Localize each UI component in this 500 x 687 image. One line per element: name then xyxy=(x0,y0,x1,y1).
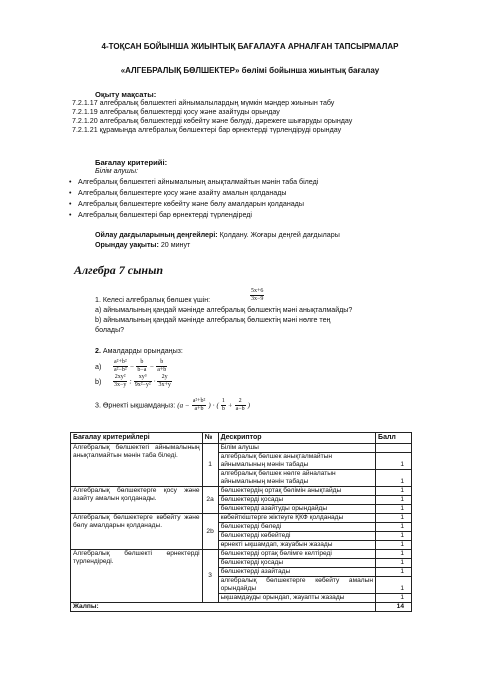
fraction-numerator: a²+b² xyxy=(192,398,206,404)
fraction-numerator: 2 xyxy=(235,398,246,406)
objective-item: 7.2.1.20 алгебралық бөлшектерді көбейту және бөлуді, дәрежеге шығаруды орындау xyxy=(72,117,353,125)
score-cell: 1 xyxy=(376,559,412,568)
fraction-denominator: 3x−y xyxy=(113,382,127,388)
descriptor-cell: бөлшектерді қосады xyxy=(218,559,375,568)
operator: − xyxy=(129,362,135,371)
fraction-numerator: b xyxy=(156,359,167,367)
criteria-item: • Алгебралық бөлшектегі айнымалының анықталмайтын мәнін таба біледі xyxy=(78,178,318,186)
table-total-row xyxy=(71,603,412,612)
header-criteria: Бағалау критерийлері xyxy=(71,433,203,444)
header-score: Балл xyxy=(376,433,412,444)
table-row xyxy=(71,550,412,559)
score-cell: 1 xyxy=(376,532,412,541)
fraction-numerator: 2xy² xyxy=(114,374,126,380)
score-cell: 1 xyxy=(376,470,412,487)
criteria-sublabel: Білім алушы: xyxy=(95,167,139,175)
objective-item: 7.2.1.17 алгебралық бөлшектегі айнымалылардың мүмкін мәндер жиынын табу xyxy=(72,99,335,107)
time-value: 20 минут xyxy=(158,241,191,249)
score-cell: 1 xyxy=(376,496,412,505)
fraction-numerator: a²+b² xyxy=(113,359,127,365)
operator: : xyxy=(129,377,132,386)
descriptor-cell: бөлшектердің ортақ бөлімін анықтайды xyxy=(218,487,375,496)
table-row xyxy=(71,514,412,523)
page-subtitle: «АЛГЕБРАЛЫҚ БӨЛШЕКТЕР» бөлімі бойынша жиынтық бағалау xyxy=(120,66,380,75)
task1-part-b: b) айнымалының қандай мәнінде алгебралық бөлшектің мәні нөлге тең xyxy=(95,316,331,324)
expression-part: ( xyxy=(216,401,219,410)
fraction-denominator: b−a xyxy=(137,367,147,373)
criterion-cell: Алгебралық бөлшектегі айнымалының анықталмайтын мәнін таба біледі. xyxy=(71,444,203,487)
task-number: 3 xyxy=(202,550,218,603)
score-cell: 1 xyxy=(376,550,412,559)
score-cell: 1 xyxy=(376,568,412,577)
thinking-levels xyxy=(95,231,340,239)
task2-number: 2. xyxy=(95,347,101,355)
task2-a-label: а) xyxy=(95,362,102,371)
fraction-denominator: b xyxy=(221,406,225,412)
descriptor-cell: бөлшектерді бөледі xyxy=(218,523,375,532)
objective-item: 7.2.1.19 алгебралық бөлшектерді қосу және азайтуды орындау xyxy=(72,108,280,116)
criterion-cell: Алгебралық бөлшектерге қосу және азайту амалын қолданады. xyxy=(71,487,203,514)
fraction-denominator: a−b xyxy=(235,406,245,412)
score-cell: 1 xyxy=(376,523,412,532)
thinking-label: Ойлау дағдыларының деңгейлері: xyxy=(95,231,218,239)
fraction-numerator: 1 xyxy=(221,398,225,404)
criteria-label: Бағалау критерийі: xyxy=(95,158,168,167)
criteria-item: • Алгебралық бөлшектері бар өрнектерді түрлендіреді xyxy=(78,211,252,219)
expression-part: ) xyxy=(208,401,211,410)
task2-part-a xyxy=(95,359,167,374)
time-line xyxy=(95,241,190,249)
fraction-denominator: a²−b² xyxy=(113,367,127,373)
score-cell: 1 xyxy=(376,577,412,594)
fraction-numerator: b xyxy=(136,359,147,367)
task-number: 1 xyxy=(202,444,218,487)
fraction-numerator: 5x+6 xyxy=(251,288,264,295)
fraction-denominator: 3x+y xyxy=(158,382,171,388)
time-label: Орындау уақыты: xyxy=(95,241,159,249)
total-score: 14 xyxy=(376,603,412,612)
expression-part: ) xyxy=(247,401,250,410)
operator: − xyxy=(149,362,155,371)
criterion-cell: Алгебралық бөлшекті өрнектерді түрлендіреді. xyxy=(71,550,203,603)
score-cell: 1 xyxy=(376,453,412,470)
task2-prompt xyxy=(95,347,183,355)
descriptor-cell: бөлшектерді көбейтеді xyxy=(218,532,375,541)
fraction-denominator: a+b xyxy=(194,406,204,412)
table-row xyxy=(71,444,412,453)
descriptor-cell: ықшамдауды орындап, жауапты жазады xyxy=(218,594,375,603)
criteria-item: • Алгебралық бөлшектерге көбейту және бөлу амалдарын қолданады xyxy=(78,200,304,208)
criterion-cell: Алгебралық бөлшектерге көбейту және бөлу амалдарын қолданады. xyxy=(71,514,203,550)
descriptor-cell: бөлшектерді азайтады xyxy=(218,568,375,577)
score-cell: 1 xyxy=(376,487,412,496)
header-descriptor: Дескриптор xyxy=(218,433,375,444)
descriptor-cell: алгебралық бөлшектерге көбейту амалын орындайды xyxy=(218,577,375,594)
descriptor-cell: көбейткіштерге жіктеуге ҚКФ қолданады xyxy=(218,514,375,523)
header-number: № xyxy=(202,433,218,444)
thinking-value: Қолдану. Жоғары деңгей дағдылары xyxy=(217,231,340,239)
task-number: 2b xyxy=(202,514,218,550)
task3 xyxy=(95,398,250,413)
criteria-item: • Алгебралық бөлшектерге қосу және азайту амалын қолданады xyxy=(78,189,286,197)
total-label: Жалпы: xyxy=(71,603,376,612)
score-cell: 1 xyxy=(376,514,412,523)
task3-prompt: 3. Өрнекті ықшамдаңыз: xyxy=(95,401,176,410)
task1-fraction xyxy=(250,287,264,305)
fraction-denominator: 9x²−y² xyxy=(134,382,151,388)
fraction-numerator: xy³ xyxy=(134,374,152,382)
descriptor-cell: бөлшектерді азайтуды орындайды xyxy=(218,505,375,514)
descriptor-cell: алгебралық бөлшек анықталмайтын айнымалының мәнін табады xyxy=(218,453,375,470)
assessment-table xyxy=(70,432,412,612)
operator: + xyxy=(227,401,233,410)
table-row xyxy=(71,487,412,496)
task-number: 2a xyxy=(202,487,218,514)
score-cell: 1 xyxy=(376,541,412,550)
fraction-numerator: 2y xyxy=(157,374,171,382)
task2-b-label: b) xyxy=(95,377,102,386)
operator: · xyxy=(153,377,156,386)
table-header-row xyxy=(71,433,412,444)
expression-part: (a − xyxy=(177,401,190,410)
descriptor-cell: бөлшектерді ортақ бөлімге келтіреді xyxy=(218,550,375,559)
descriptor-cell: өрнекті ықшамдап, жауабын жазады xyxy=(218,541,375,550)
score-cell: 1 xyxy=(376,505,412,514)
score-cell xyxy=(376,444,412,453)
fraction-denominator: a+b xyxy=(157,367,167,373)
task1-prompt: 1. Келесі алгебралық бөлшек үшін: xyxy=(95,296,211,304)
task1-part-b-cont: болады? xyxy=(95,326,125,334)
task2-part-b xyxy=(95,374,172,389)
descriptor-cell: бөлшектерді қосады xyxy=(218,496,375,505)
fraction-denominator: 3x−9 xyxy=(251,296,264,303)
page-title: 4-ТОҚСАН БОЙЫНША ЖИЫНТЫҚ БАҒАЛАУҒА АРНАЛҒАН ТАПСЫРМАЛАР xyxy=(101,42,399,51)
objective-item: 7.2.1.21 құрамында алгебралық бөлшектері бар өрнектерді түрлендіруді орындау xyxy=(72,126,342,134)
section-title: Алгебра 7 сынып xyxy=(74,263,164,277)
score-cell: 1 xyxy=(376,594,412,603)
operator: · xyxy=(212,401,215,410)
task2-text: Амалдарды орындаңыз: xyxy=(100,347,183,355)
descriptor-subheader: Білім алушы xyxy=(218,444,375,453)
task1-part-a: а) айнымалының қандай мәнінде алгебралық бөлшектің мәні анықталмайды? xyxy=(95,306,353,314)
objectives-label: Оқыту мақсаты: xyxy=(95,90,157,99)
descriptor-cell: алгебралық бөлшек нөлге айналатын айнымалының мәнін табады xyxy=(218,470,375,487)
